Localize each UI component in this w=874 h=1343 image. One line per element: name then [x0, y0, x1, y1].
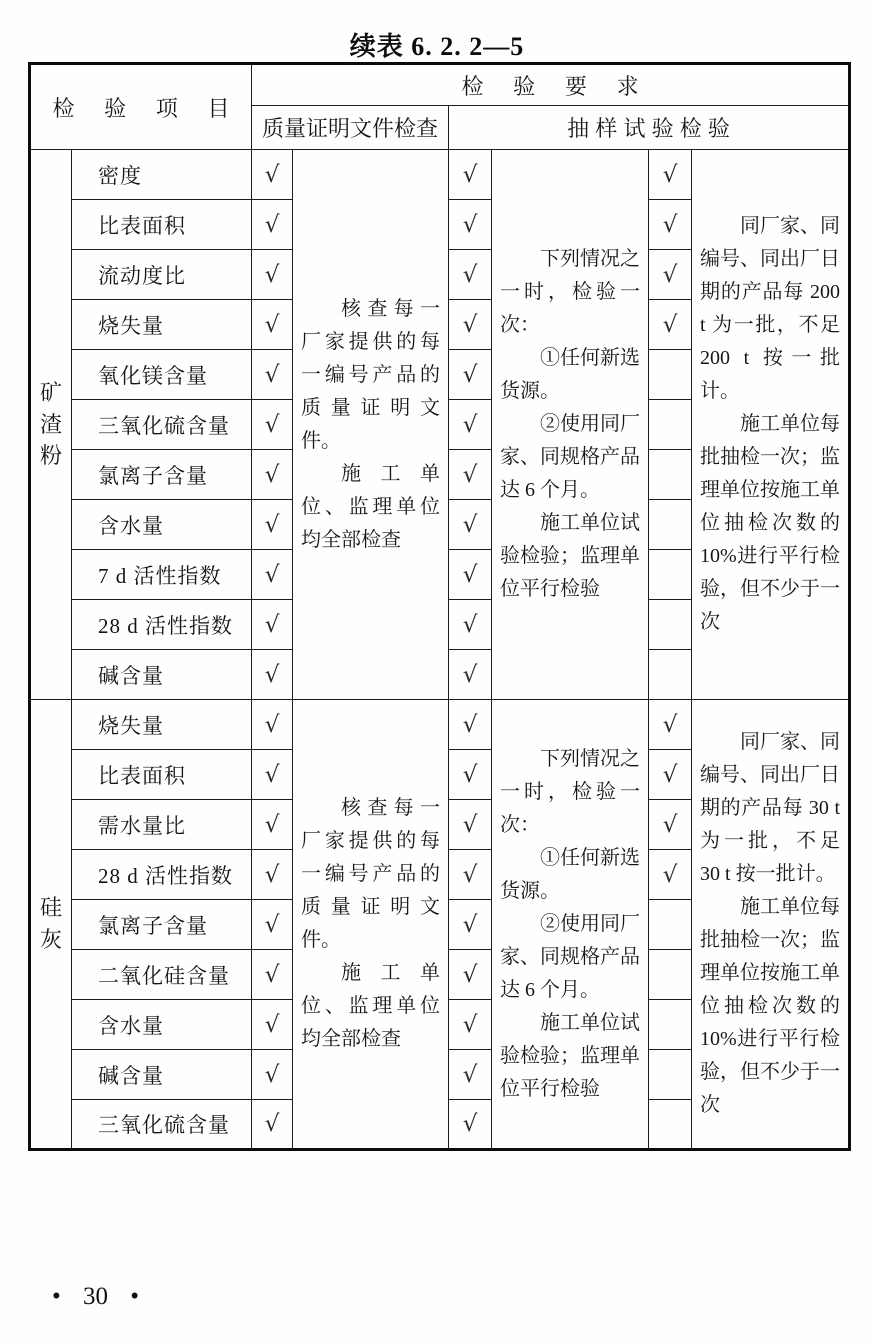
sample-check-mark: √ — [449, 1050, 492, 1100]
doc-check-mark: √ — [252, 1100, 293, 1150]
sample-check-mark: √ — [449, 800, 492, 850]
note-paragraph: 施工单位、监理单位均全部检查 — [301, 462, 441, 551]
header-row-1 — [30, 64, 850, 106]
doc-check-mark: √ — [252, 950, 293, 1000]
doc-check-mark: √ — [252, 550, 293, 600]
note-paragraph: 施工单位、监理单位均全部检查 — [301, 962, 441, 1050]
note-paragraph: 核查每一厂家提供的每一编号产品的质量证明文件。 — [301, 297, 441, 452]
item-label: 烧失量 — [72, 300, 252, 350]
sample-check-mark: √ — [449, 900, 492, 950]
sample-check-mark: √ — [449, 250, 492, 300]
parallel-check-mark — [649, 900, 692, 950]
parallel-check-mark — [649, 1000, 692, 1050]
parallel-check-mark — [649, 450, 692, 500]
note-paragraph: 施工单位每批抽检一次；监理单位按施工单位抽检次数的 10%进行平行检验，但不少于一次 — [700, 896, 841, 1116]
parallel-check-mark — [649, 600, 692, 650]
sample-check-mark: √ — [449, 550, 492, 600]
item-label: 比表面积 — [72, 200, 252, 250]
item-label: 氧化镁含量 — [72, 350, 252, 400]
sample-check-mark: √ — [449, 150, 492, 200]
table-row — [30, 700, 850, 750]
material-label-slag-powder — [30, 150, 72, 700]
doc-check-mark: √ — [252, 150, 293, 200]
item-label: 比表面积 — [72, 750, 252, 800]
doc-check-mark: √ — [252, 900, 293, 950]
note-paragraph: 施工单位试验检验；监理单位平行检验 — [500, 1011, 641, 1100]
doc-check-mark: √ — [252, 750, 293, 800]
sampling-condition-note — [492, 150, 649, 700]
item-label: 碱含量 — [72, 650, 252, 700]
note-paragraph: 同厂家、同编号、同出厂日期的产品每 200 t 为一批，不足 200 t 按一批计。 — [700, 215, 841, 402]
parallel-check-mark: √ — [649, 800, 692, 850]
sample-check-mark: √ — [449, 1000, 492, 1050]
parallel-check-mark — [649, 1100, 692, 1150]
table-row — [30, 150, 850, 200]
doc-check-mark: √ — [252, 800, 293, 850]
batch-note — [692, 150, 850, 700]
item-label: 二氧化硅含量 — [72, 950, 252, 1000]
note-paragraph: ②使用同厂家、同规格产品达 6 个月。 — [500, 413, 641, 501]
inspection-table — [28, 62, 851, 1151]
item-label: 28 d 活性指数 — [72, 850, 252, 900]
sample-check-mark: √ — [449, 500, 492, 550]
parallel-check-mark — [649, 550, 692, 600]
doc-check-mark: √ — [252, 300, 293, 350]
parallel-check-mark: √ — [649, 250, 692, 300]
table-title: 续表 6. 2. 2—5 — [349, 32, 525, 61]
doc-check-mark: √ — [252, 1050, 293, 1100]
doc-check-mark: √ — [252, 850, 293, 900]
sample-check-mark: √ — [449, 600, 492, 650]
doc-check-mark: √ — [252, 600, 293, 650]
parallel-check-mark: √ — [649, 200, 692, 250]
batch-note — [692, 700, 850, 1150]
doc-check-mark: √ — [252, 200, 293, 250]
item-label: 烧失量 — [72, 700, 252, 750]
doc-check-mark: √ — [252, 250, 293, 300]
parallel-check-mark: √ — [649, 850, 692, 900]
doc-check-mark: √ — [252, 350, 293, 400]
item-label: 流动度比 — [72, 250, 252, 300]
parallel-check-mark: √ — [649, 700, 692, 750]
sample-check-mark: √ — [449, 950, 492, 1000]
note-paragraph: ②使用同厂家、同规格产品达 6 个月。 — [500, 912, 641, 1001]
parallel-check-mark: √ — [649, 150, 692, 200]
page-number: • 30 • — [52, 1283, 140, 1310]
sample-check-mark: √ — [449, 200, 492, 250]
note-paragraph: 施工单位试验检验；监理单位平行检验 — [500, 512, 641, 600]
sample-check-mark: √ — [449, 400, 492, 450]
doc-check-mark: √ — [252, 400, 293, 450]
item-label: 需水量比 — [72, 800, 252, 850]
note-paragraph: ①任何新选货源。 — [500, 846, 641, 902]
parallel-check-mark — [649, 1050, 692, 1100]
parallel-check-mark — [649, 650, 692, 700]
item-label: 含水量 — [72, 1000, 252, 1050]
item-label: 氯离子含量 — [72, 900, 252, 950]
material-label-text: 矿渣粉 — [39, 379, 62, 469]
table-header — [30, 64, 850, 150]
sample-check-mark: √ — [449, 650, 492, 700]
note-paragraph: 下列情况之一时，检验一次： — [500, 747, 641, 836]
item-label: 28 d 活性指数 — [72, 600, 252, 650]
doc-check-mark: √ — [252, 450, 293, 500]
material-label-text: 硅灰 — [39, 895, 62, 952]
item-label: 含水量 — [72, 500, 252, 550]
parallel-check-mark — [649, 950, 692, 1000]
header-sampling-test: 抽样试验检验 — [449, 106, 850, 150]
sampling-condition-note — [492, 700, 649, 1150]
parallel-check-mark: √ — [649, 300, 692, 350]
header-inspection-items: 检 验 项 目 — [30, 64, 252, 150]
doc-check-mark: √ — [252, 700, 293, 750]
doc-check-mark: √ — [252, 1000, 293, 1050]
note-paragraph: 同厂家、同编号、同出厂日期的产品每 30 t 为一批，不足 30 t 按一批计。 — [700, 731, 841, 885]
parallel-check-mark — [649, 500, 692, 550]
doc-check-mark: √ — [252, 650, 293, 700]
doc-check-mark: √ — [252, 500, 293, 550]
note-paragraph: 施工单位每批抽检一次；监理单位按施工单位抽检次数的 10%进行平行检验，但不少于一次 — [700, 413, 841, 633]
material-label-silica-fume — [30, 700, 72, 1150]
header-inspection-requirements: 检 验 要 求 — [252, 64, 850, 106]
parallel-check-mark: √ — [649, 750, 692, 800]
sample-check-mark: √ — [449, 850, 492, 900]
note-paragraph: 下列情况之一时，检验一次： — [500, 248, 641, 336]
table-body — [30, 150, 850, 1150]
note-paragraph: 核查每一厂家提供的每一编号产品的质量证明文件。 — [301, 797, 441, 951]
item-label: 碱含量 — [72, 1050, 252, 1100]
sample-check-mark: √ — [449, 350, 492, 400]
sample-check-mark: √ — [449, 300, 492, 350]
sample-check-mark: √ — [449, 1100, 492, 1150]
item-label: 三氧化硫含量 — [72, 1100, 252, 1150]
parallel-check-mark — [649, 350, 692, 400]
sample-check-mark: √ — [449, 450, 492, 500]
header-document-check: 质量证明文件检查 — [252, 106, 449, 150]
item-label: 7 d 活性指数 — [72, 550, 252, 600]
doc-check-note — [293, 150, 449, 700]
sample-check-mark: √ — [449, 750, 492, 800]
item-label: 三氧化硫含量 — [72, 400, 252, 450]
sample-check-mark: √ — [449, 700, 492, 750]
parallel-check-mark — [649, 400, 692, 450]
note-paragraph: ①任何新选货源。 — [500, 347, 641, 402]
item-label: 氯离子含量 — [72, 450, 252, 500]
doc-check-note — [293, 700, 449, 1150]
item-label: 密度 — [72, 150, 252, 200]
